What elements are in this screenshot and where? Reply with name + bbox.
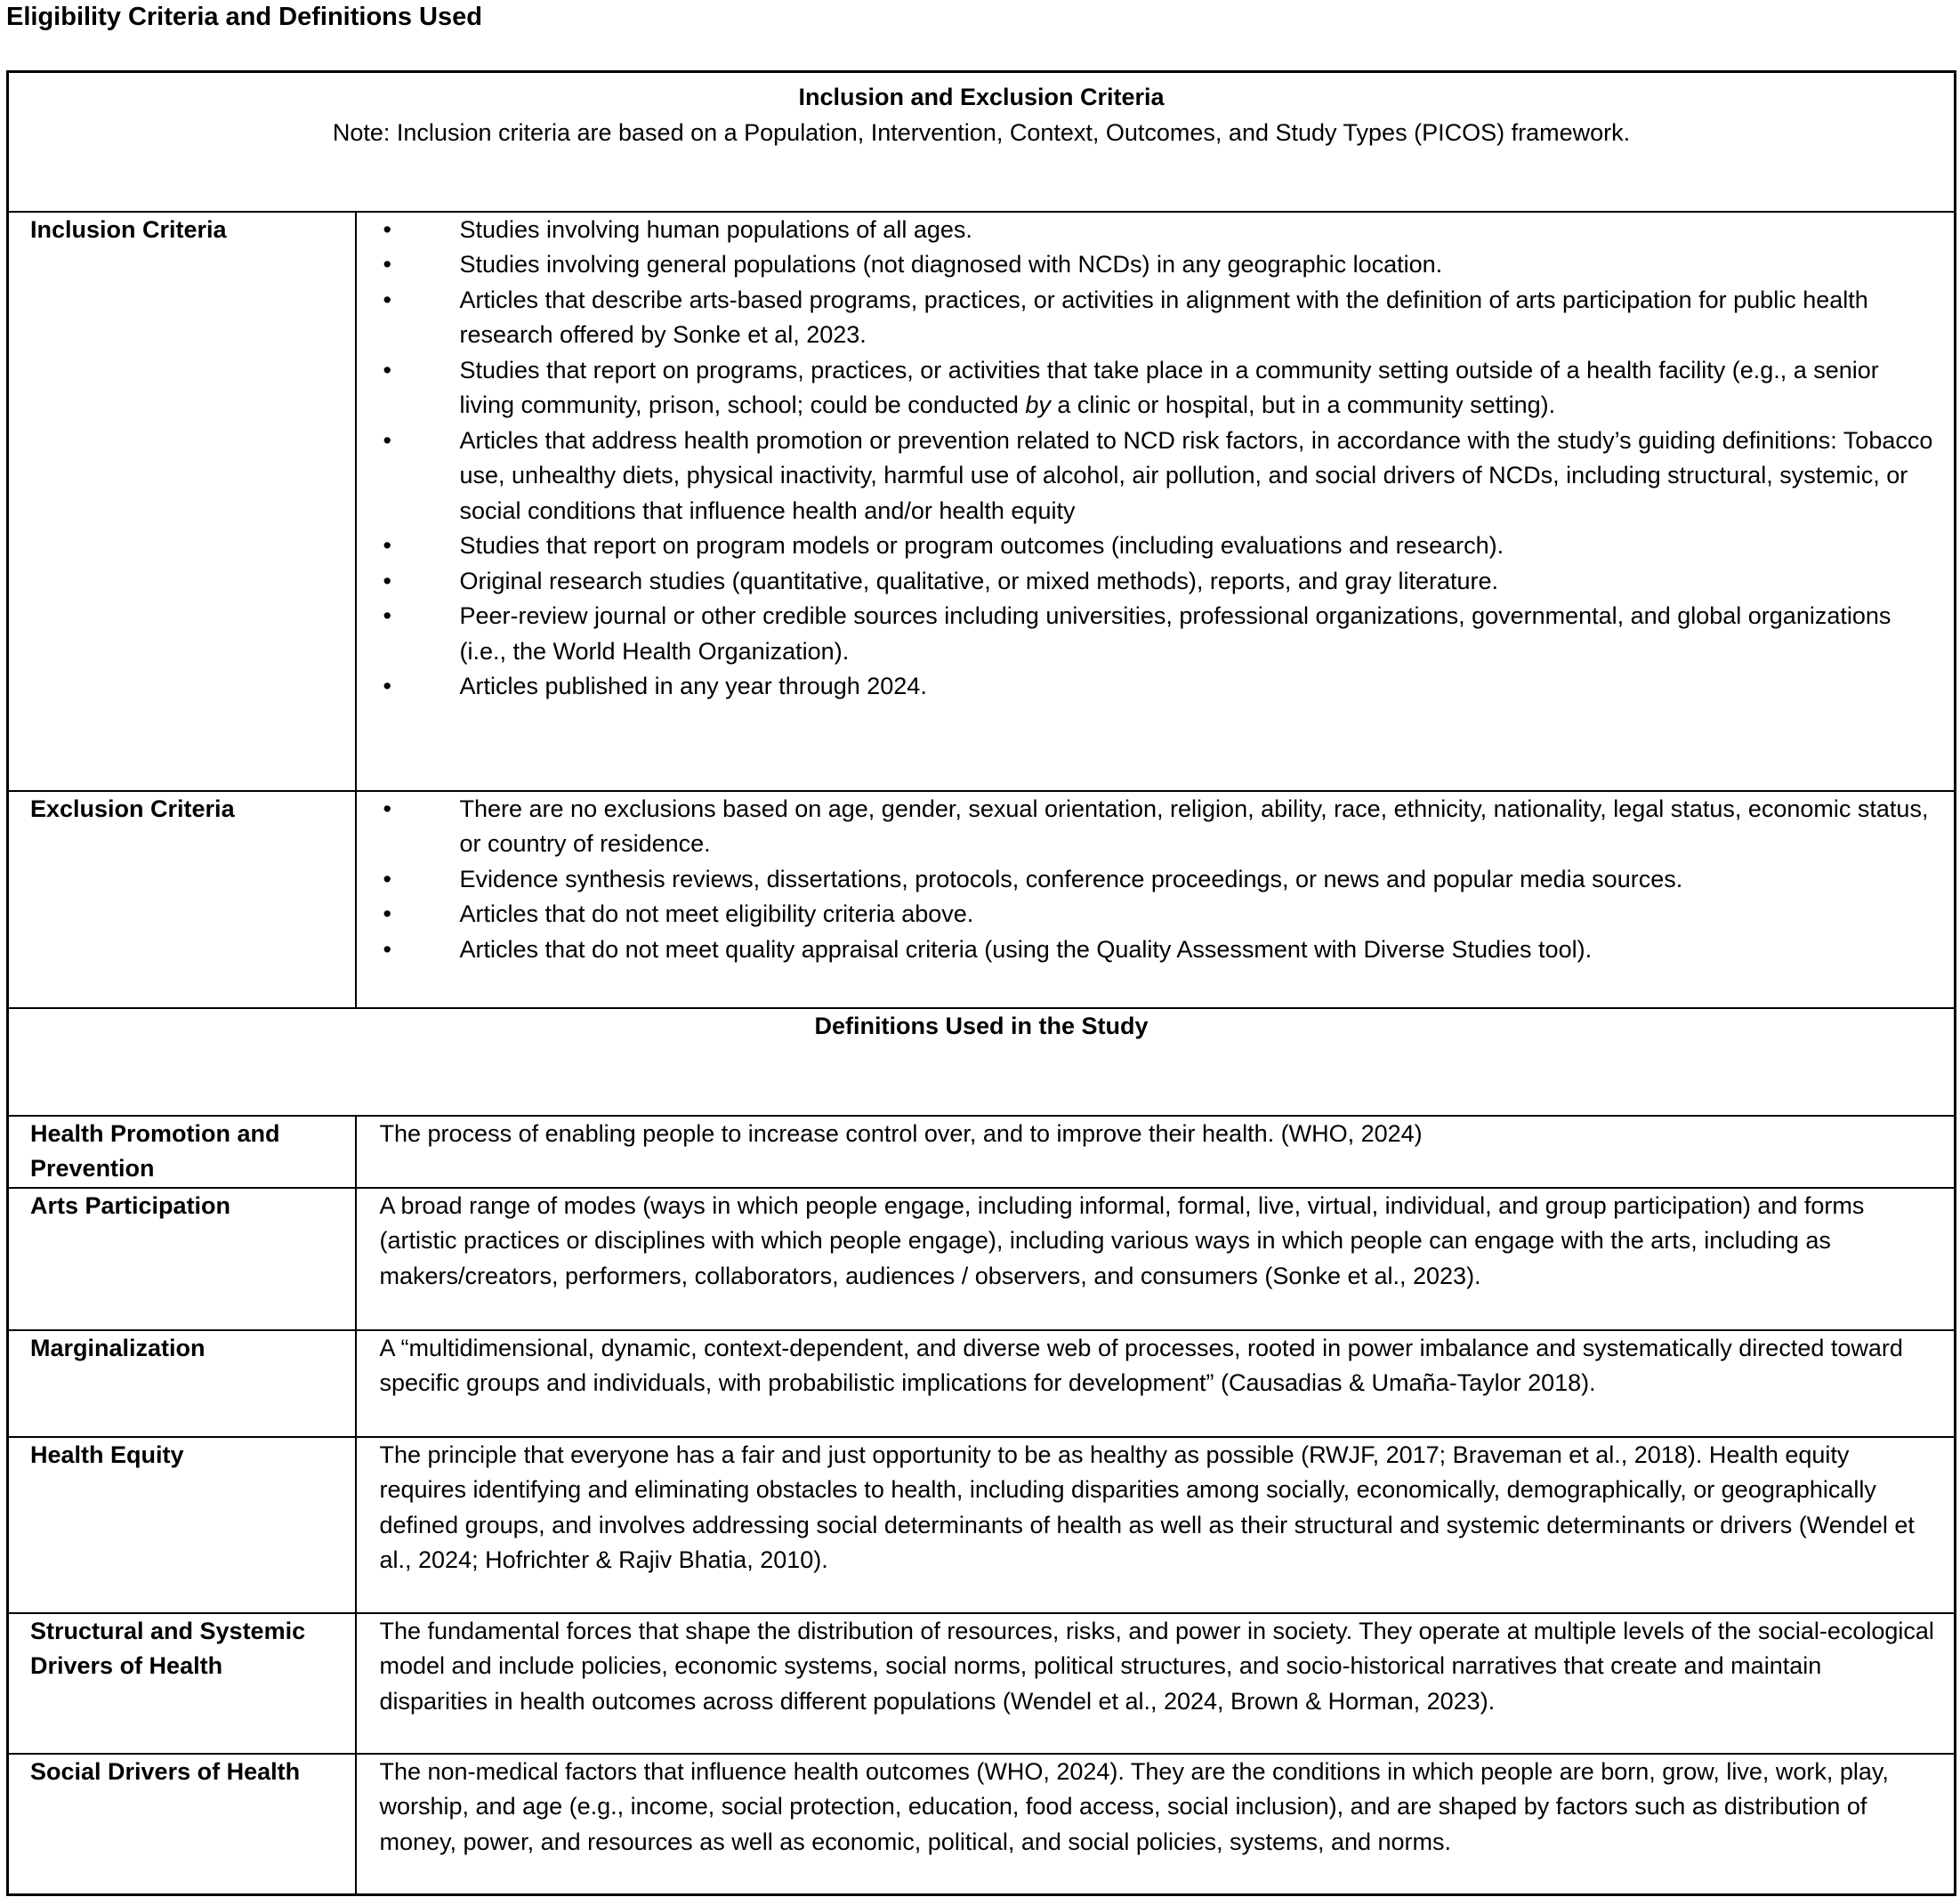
criteria-section-header-row — [8, 72, 1956, 212]
inclusion-item — [380, 283, 1937, 353]
exclusion-item — [380, 897, 1937, 932]
inclusion-item — [380, 424, 1937, 529]
inclusion-item-text: Articles that address health promotion or prevention related to NCD risk factors, in accordance with the study’s guiding definitions: Tobacco use, unhealthy diets, physical inactivity, harmful use of alcohol, air pollution, and social drivers of NCDs, including structural, systemic, or social conditions that influence health and/or health equity — [459, 426, 1933, 524]
definitions-section-header-row — [8, 1008, 1956, 1116]
exclusion-item-text: Articles that do not meet quality appraisal criteria (using the Quality Assessment with Diverse Studies tool). — [459, 935, 1593, 963]
inclusion-content — [356, 212, 1956, 791]
bullet-icon: • — [383, 673, 391, 699]
definition-term: Health Promotion and Prevention — [8, 1116, 356, 1188]
inclusion-list — [380, 213, 1937, 705]
definition-text: The process of enabling people to increase control over, and to improve their health. (WHO, 2024) — [356, 1116, 1956, 1188]
inclusion-item-text: Peer-review journal or other credible sources including universities, professional organizations, governmental, and global organizations (i.e., the World Health Organization). — [459, 602, 1891, 665]
definition-row — [8, 1754, 1956, 1895]
exclusion-label: Exclusion Criteria — [8, 791, 356, 1008]
inclusion-row — [8, 212, 1956, 791]
inclusion-item — [380, 529, 1937, 564]
inclusion-item-text: Original research studies (quantitative, qualitative, or mixed methods), reports, and gray literature. — [459, 567, 1499, 594]
bullet-icon: • — [383, 935, 391, 963]
definition-text: The non-medical factors that influence health outcomes (WHO, 2024). They are the conditions in which people are born, grow, live, work, play, worship, and age (e.g., income, social protection, education, food access, social inclusion), and are shaped by factors such as distribution of money, power, and resources as well as economic, political, and social policies, systems, and norms. — [356, 1754, 1956, 1895]
bullet-icon: • — [383, 215, 391, 243]
definition-row — [8, 1116, 1956, 1188]
definition-term: Arts Participation — [8, 1188, 356, 1330]
bullet-icon: • — [383, 795, 391, 822]
inclusion-item — [380, 247, 1937, 283]
criteria-section-note: Note: Inclusion criteria are based on a Population, Intervention, Context, Outcomes, and Study Types (PICOS) framework. — [332, 118, 1631, 146]
inclusion-item-text: Studies involving general populations (not diagnosed with NCDs) in any geographic location. — [459, 251, 1443, 278]
exclusion-list — [380, 792, 1937, 968]
inclusion-item — [380, 599, 1937, 669]
inclusion-label: Inclusion Criteria — [8, 212, 356, 791]
bullet-icon: • — [383, 426, 391, 454]
definition-term: Structural and Systemic Drivers of Health — [8, 1613, 356, 1754]
definition-text: A “multidimensional, dynamic, context-dependent, and diverse web of processes, rooted in power imbalance and systematically directed toward specific groups and individuals, with probabilistic implications for development” (Causadias & Umaña-Taylor 2018). — [356, 1330, 1956, 1437]
bullet-icon: • — [383, 900, 391, 927]
criteria-section-header — [8, 72, 1956, 212]
bullet-icon: • — [383, 865, 391, 892]
inclusion-item — [380, 669, 1937, 705]
bullet-icon: • — [383, 567, 391, 594]
inclusion-item-text-part: a clinic or hospital, but in a community setting). — [1050, 392, 1556, 418]
exclusion-item-text: Evidence synthesis reviews, dissertations, protocols, conference proceedings, or news and popular media sources. — [459, 865, 1683, 892]
exclusion-item — [380, 792, 1937, 862]
exclusion-content — [356, 791, 1956, 1008]
definition-text: The principle that everyone has a fair and just opportunity to be as healthy as possible (RWJF, 2017; Braveman et al., 2018). Health equity requires identifying and eliminating obstacles to health, including disparities among socially, economically, demographically, or geographically defined groups, and involves addressing social determinants of health as well as their structural and systemic determinants or drivers (Wendel et al., 2024; Hofrichter & Rajiv Bhatia, 2010). — [356, 1437, 1956, 1613]
inclusion-item-text: Articles published in any year through 2024. — [459, 673, 927, 699]
exclusion-item-text: Articles that do not meet eligibility criteria above. — [459, 900, 974, 927]
definition-text: A broad range of modes (ways in which people engage, including informal, formal, live, virtual, individual, and group participation) and forms (artistic practices or disciplines with which people engage), including various ways in which people can engage with the arts, including as makers/creators, performers, collaborators, audiences / observers, and consumers (Sonke et al., 2023). — [356, 1188, 1956, 1330]
definition-term: Social Drivers of Health — [8, 1754, 356, 1895]
definition-term: Marginalization — [8, 1330, 356, 1437]
definitions-section-header — [8, 1008, 1956, 1116]
criteria-section-title: Inclusion and Exclusion Criteria — [798, 84, 1165, 110]
inclusion-item-text: Studies that report on program models or program outcomes (including evaluations and research). — [459, 532, 1504, 559]
page-title: Eligibility Criteria and Definitions Used — [6, 3, 482, 31]
definition-row — [8, 1613, 1956, 1754]
inclusion-item-text — [460, 357, 1879, 419]
exclusion-row — [8, 791, 1956, 1008]
bullet-icon: • — [383, 532, 391, 559]
definition-row — [8, 1188, 1956, 1330]
definition-term: Health Equity — [8, 1437, 356, 1613]
bullet-icon: • — [383, 602, 391, 629]
inclusion-item-text: Studies involving human populations of all ages. — [459, 215, 972, 243]
definitions-section-title: Definitions Used in the Study — [814, 1012, 1149, 1039]
definition-row — [8, 1437, 1956, 1613]
bullet-icon: • — [383, 286, 391, 313]
definition-row — [8, 1330, 1956, 1437]
inclusion-item-text: Articles that describe arts-based programs, practices, or activities in alignment with the definition of arts participation for public health research offered by Sonke et al, 2023. — [459, 286, 1868, 348]
exclusion-item — [380, 932, 1937, 968]
inclusion-item — [380, 353, 1937, 424]
eligibility-table — [6, 70, 1956, 1896]
inclusion-item-text-part: Studies that report on programs, practices, or activities that take place in a community setting outside of a health facility (e.g., a senior living community, prison, school; could be conducted — [459, 356, 1879, 418]
exclusion-item-text: There are no exclusions based on age, gender, sexual orientation, religion, ability, race, ethnicity, nationality, legal status, economic status, or country of residence. — [459, 795, 1929, 857]
definition-text: The fundamental forces that shape the distribution of resources, risks, and power in society. They operate at multiple levels of the social-ecological model and include policies, economic systems, social norms, political structures, and socio-historical narratives that create and maintain disparities in health outcomes across different populations (Wendel et al., 2024, Brown & Horman, 2023). — [356, 1613, 1956, 1754]
bullet-icon: • — [383, 356, 391, 383]
bullet-icon: • — [383, 251, 391, 278]
inclusion-item-text-emphasis: by — [1025, 392, 1051, 418]
inclusion-item — [380, 213, 1937, 248]
exclusion-item — [380, 862, 1937, 898]
inclusion-item — [380, 564, 1937, 600]
